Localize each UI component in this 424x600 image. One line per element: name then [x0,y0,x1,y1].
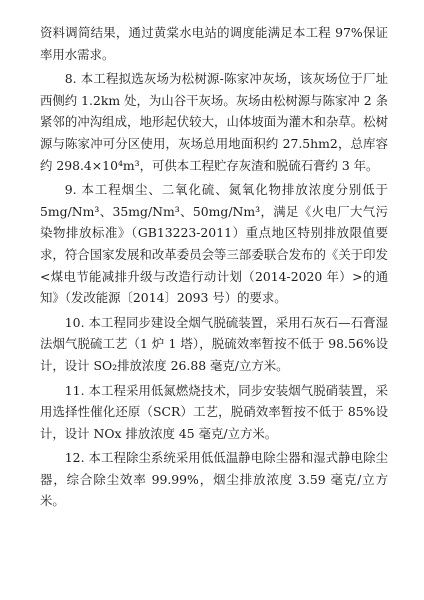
paragraph-item-11: 11. 本工程采用低氮燃烧技术，同步安装烟气脱硝装置，采用选择性催化还原（SCR）工艺，脱硝效率暂按不低于 85%设计，设计 NOx 排放浓度 45 毫克/立方米。 [40,382,388,441]
paragraph-item-9: 9. 本工程烟尘、二氧化硫、氮氧化物排放浓度分别低于 5mg/Nm³、35mg/Nm³、50mg/Nm³，满足《火电厂大气污染物排放标准》（GB13223-2011）重点地区特别排放限值要求，符合国家发展和改革委员会等三部委联合发布的《关于印发<煤电节能减排升级与改造行动计划（2014-2020 年）>的通知》（发改能源〔2014〕2093 号）的要求。 [40,182,388,306]
paragraph-item-8: 8. 本工程拟选灰场为松树源-陈家冲灰场，该灰场位于厂址西侧约 1.2km 处，为山谷干灰场。灰场由松树源与陈家冲 2 条紧邻的冲沟组成，地形起伏较大，山体坡面为灌木和杂草。松树源与陈家冲可分区使用，灰场总用地面积约 27.5hm2，总库容约 298.4×10⁴m³，可供本工程贮存灰渣和脱硫石膏约 3 年。 [40,71,388,173]
paragraph-item-12: 12. 本工程除尘系统采用低低温静电除尘器和湿式静电除尘器，综合除尘效率 99.99%，烟尘排放浓度 3.59 毫克/立方米。 [40,450,388,509]
paragraph-continuation: 资料调简结果，通过黄棠水电站的调度能满足本工程 97%保证率用水需求。 [40,25,388,62]
paragraph-item-10: 10. 本工程同步建设全烟气脱硫装置，采用石灰石—石膏湿法烟气脱硫工艺（1 炉 1 塔），脱硫效率暂按不低于 98.56%设计，设计 SO₂排放浓度 26.88 毫克/立方米。 [40,314,388,373]
document-body [40,22,388,515]
